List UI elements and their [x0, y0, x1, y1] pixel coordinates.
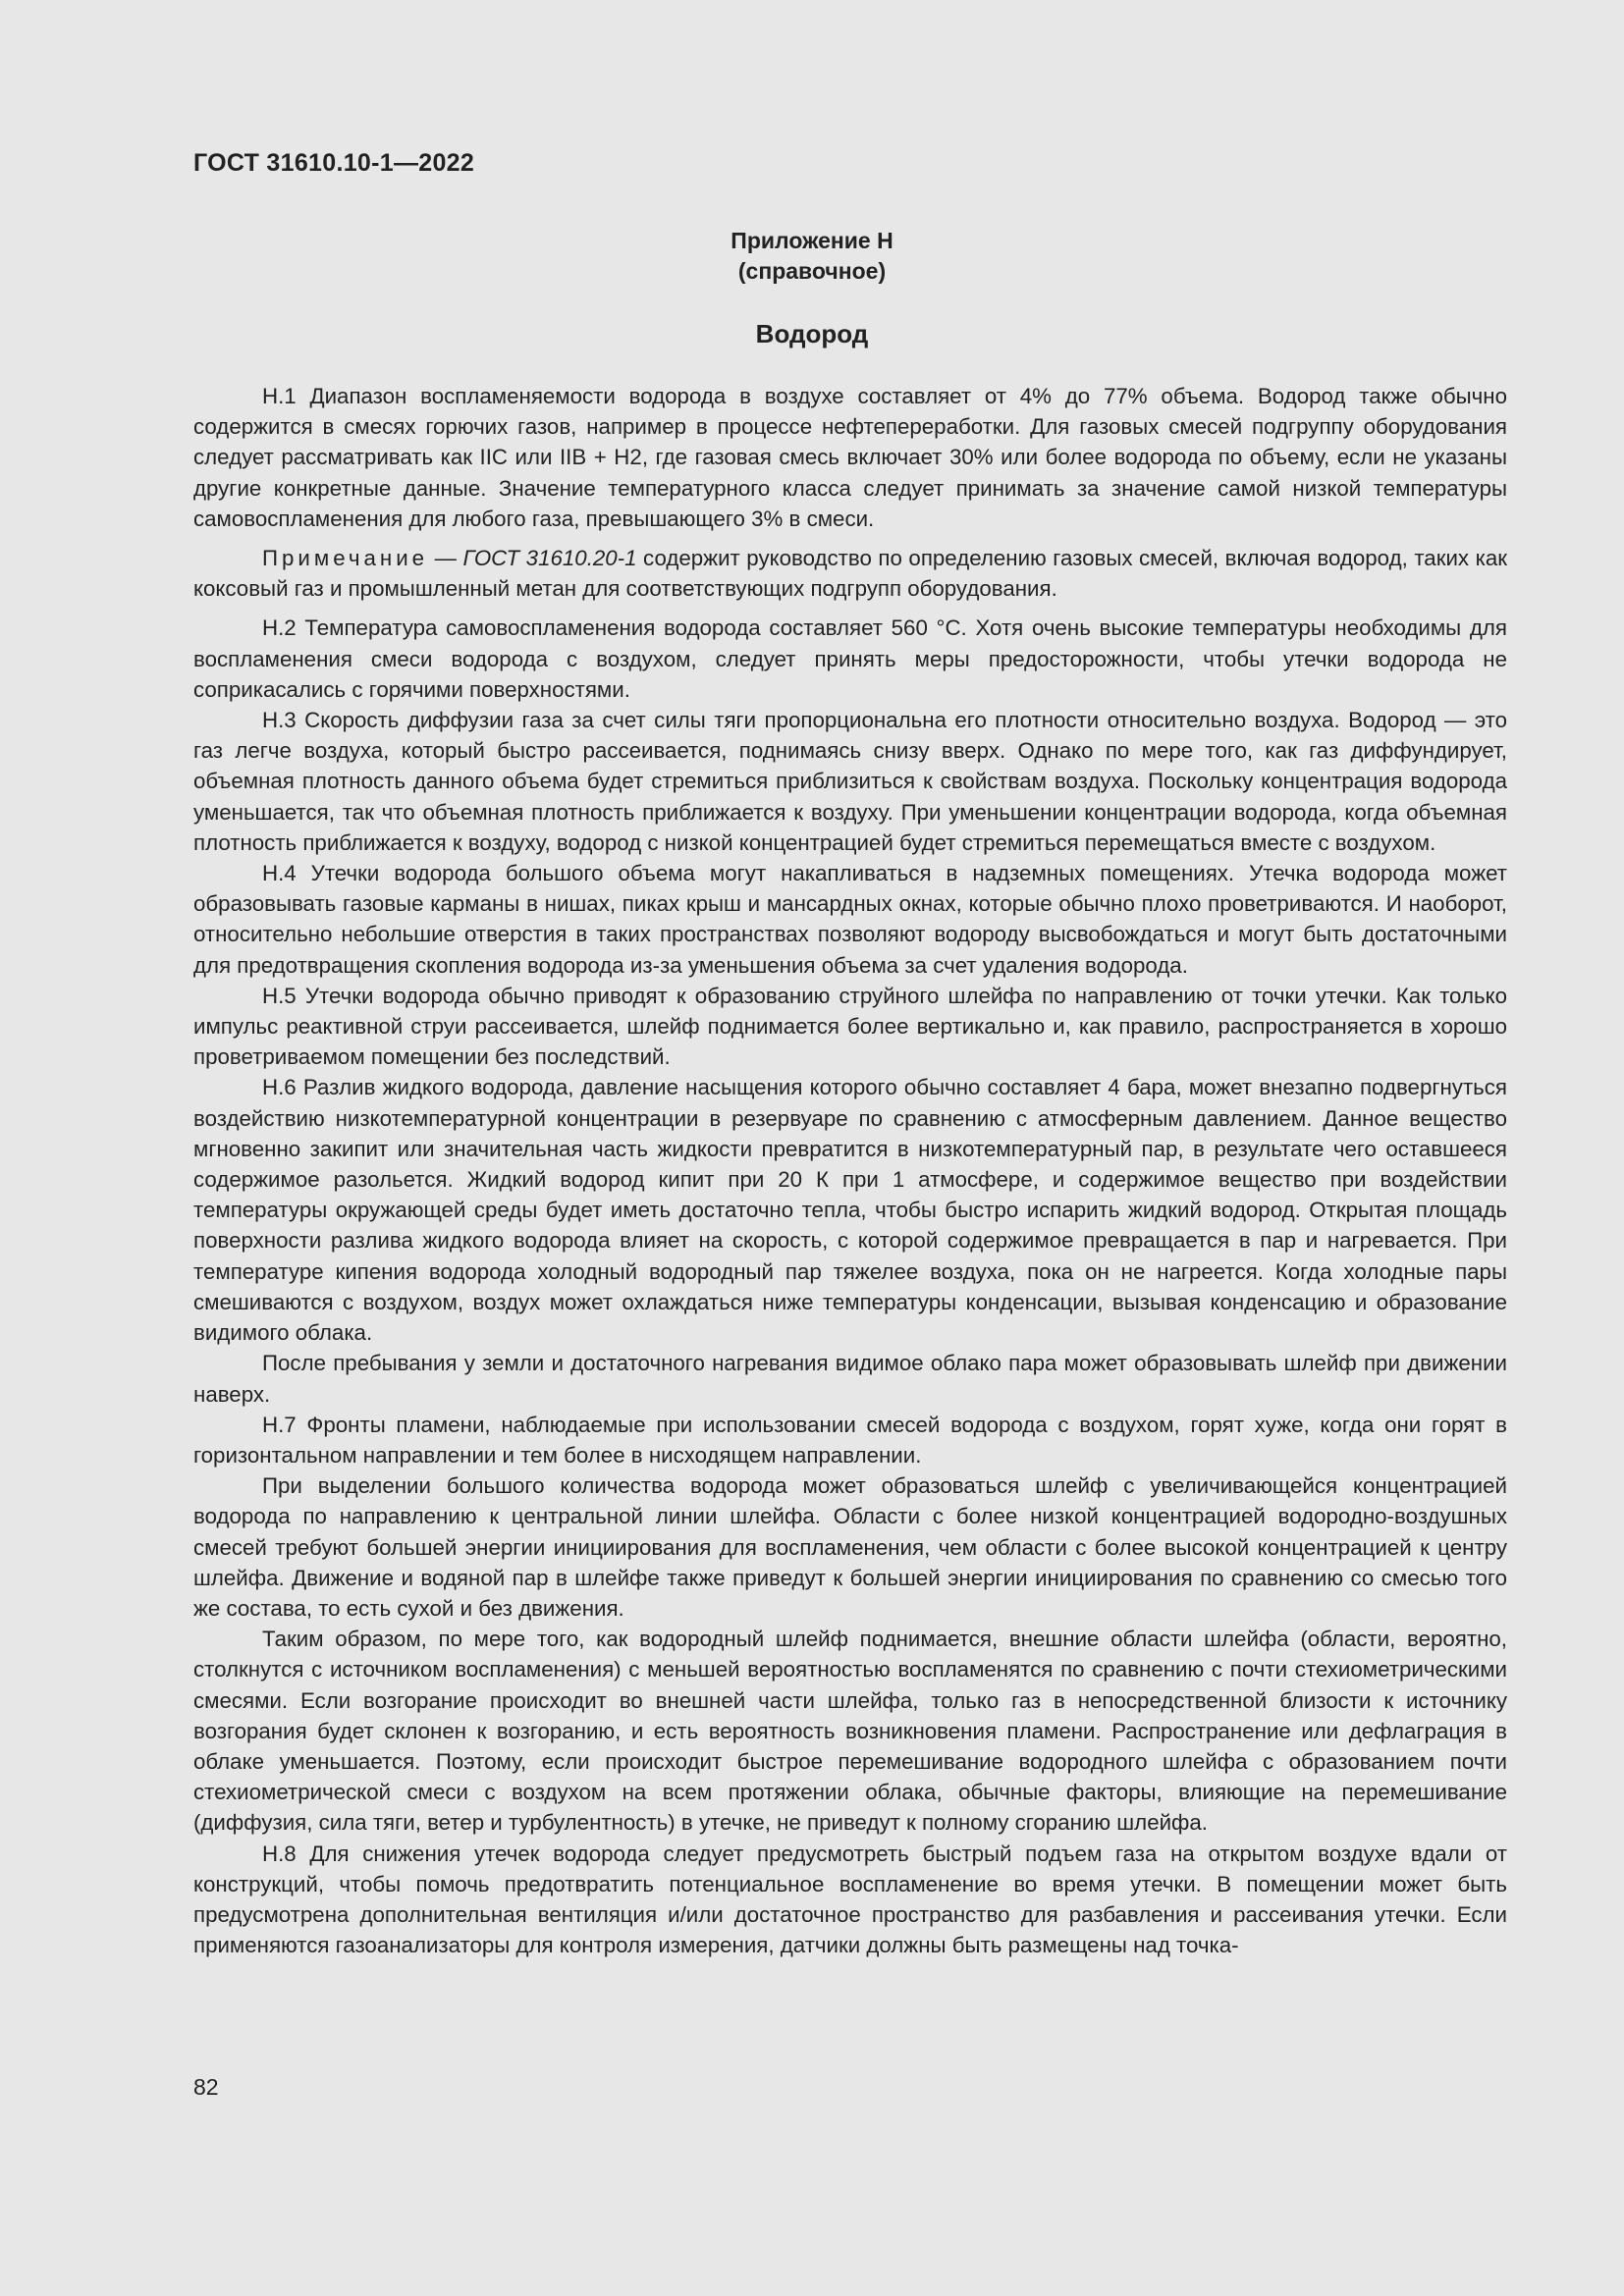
paragraph-h4: Н.4 Утечки водорода большого объема могут накапливаться в надземных помещениях. Утечка водорода может образовывать газовые карманы в нишах, пиках крыш и мансардных окнах, которые обычно плохо проветриваются. И наоборот, относительно небольшие отверстия в таких пространствах позволяют водороду высвобождаться и могут быть достаточными для предотвращения скопления водорода из-за уменьшения объема за счет удаления водорода.	[193, 861, 1507, 978]
paragraph-h7: Н.7 Фронты пламени, наблюдаемые при использовании смесей водорода с воздухом, горят хуже, когда они горят в горизонтальном направлении и тем более в нисходящем направлении.	[193, 1412, 1507, 1468]
paragraph-h8: Н.8 Для снижения утечек водорода следует предусмотреть быстрый подъем газа на открытом воздухе вдали от конструкций, чтобы помочь предотвратить потенциальное воспламенение во время утечки. В помещении может быть предусмотрена дополнительная вентиляция и/или достаточное пространство для разбавления и рассеивания утечки. Если применяются газоанализаторы для контроля измерения, датчики должны быть размещены над точка-	[193, 1841, 1507, 1958]
note-paragraph	[193, 543, 1507, 604]
paragraph-h6: Н.6 Разлив жидкого водорода, давление насыщения которого обычно составляет 4 бара, может внезапно подвергнуться воздействию низкотемпературной концентрации в резервуаре по сравнению с атмосферным давлением. Данное вещество мгновенно закипит или значительная часть жидкости превратится в низкотемпературный пар, в результате чего оставшееся содержимое разольется. Жидкий водород кипит при 20 К при 1 атмосфере, и содержимое вещество при воздействии температуры окружающей среды будет иметь достаточно тепла, чтобы быстро испарить жидкий водород. Открытая площадь поверхности разлива жидкого водорода влияет на скорость, с которой содержимое превращается в пар и нагревается. При температуре кипения водорода холодный водородный пар тяжелее воздуха, пока он не нагреется. Когда холодные пары смешиваются с воздухом, воздух может охлаждаться ниже температуры конденсации, вызывая конденсацию и образование видимого облака.	[193, 1075, 1507, 1346]
document-body	[193, 381, 1507, 1960]
paragraph-h1: Н.1 Диапазон воспламеняемости водорода в воздухе составляет от 4% до 77% объема. Водород также обычно содержится в смесях горючих газов, например в процессе нефтепереработки. Для газовых смесей подгруппу оборудования следует рассматривать как IIC или IIB + H2, где газовая смесь включает 30% или более водорода по объему, если не указаны другие конкретные данные. Значение температурного класса следует принимать за значение самой низкой температуры самовоспламенения для любого газа, превышающего 3% в смеси.	[193, 384, 1507, 531]
paragraph-h7-conclusion: Таким образом, по мере того, как водородный шлейф поднимается, внешние области шлейфа (области, вероятно, столкнутся с источником воспламенения) с меньшей вероятностью воспламенятся по сравнению с почти стехиометрическими смесями. Если возгорание происходит во внешней части шлейфа, только газ в непосредственной близости к источнику возгорания будет склонен к возгоранию, и есть вероятность возникновения пламени. Распространение или дефлаграция в облаке уменьшается. Поэтому, если происходит быстрое перемешивание водородного шлейфа с образованием почти стехиометрической смеси с воздухом на всем протяжении облака, обычные факторы, влияющие на перемешивание (диффузия, сила тяги, ветер и турбулентность) в утечке, не приведут к полному сгоранию шлейфа.	[193, 1627, 1507, 1836]
standard-code: ГОСТ 31610.10-1—2022	[193, 149, 475, 177]
paragraph-h2: Н.2 Температура самовоспламенения водорода составляет 560 °С. Хотя очень высокие температуры необходимы для воспламенения смеси водорода с воздухом, следует принять меры предосторожности, чтобы утечки водорода не соприкасались с горячими поверхностями.	[193, 615, 1507, 702]
paragraph-h3: Н.3 Скорость диффузии газа за счет силы тяги пропорциональна его плотности относительно воздуха. Водород — это газ легче воздуха, который быстро рассеивается, поднимаясь снизу вверх. Однако по мере того, как газ диффундирует, объемная плотность данного объема будет стремиться приблизиться к свойствам воздуха. Поскольку концентрация водорода уменьшается, так что объемная плотность приближается к воздуху. При уменьшении концентрации водорода, когда объемная плотность приближается к воздуху, водород с низкой концентрацией будет стремиться перемещаться вместе с воздухом.	[193, 708, 1507, 855]
paragraph-h6-continued: После пребывания у земли и достаточного нагревания видимое облако пара может образовывать шлейф при движении наверх.	[193, 1351, 1507, 1407]
annex-subtitle: (справочное)	[737, 258, 887, 284]
note-reference: ГОСТ 31610.20-1	[462, 546, 637, 571]
note-dash: —	[428, 546, 463, 571]
section-title: Водород	[755, 319, 869, 348]
note-text: содержит руководство по определению газовых смесей, включая водород, таких как коксовый газ и промышленный метан для соответствующих подгрупп оборудования.	[193, 546, 1507, 602]
paragraph-h7-continued: При выделении большого количества водорода может образоваться шлейф с увеличивающейся концентрацией водорода по направлению к центральной линии шлейфа. Области с более низкой концентрацией водородно-воздушных смесей требуют большей энергии инициирования для воспламенения, чем области с более высокой концентрацией к центру шлейфа. Движение и водяной пар в шлейфе также приведут к большей энергии инициирования по сравнению со смесью того же состава, то есть сухой и без движения.	[193, 1473, 1507, 1621]
note-label: Примечание	[262, 546, 429, 571]
paragraph-h5: Н.5 Утечки водорода обычно приводят к образованию струйного шлейфа по направлению от точки утечки. Как только импульс реактивной струи рассеивается, шлейф поднимается более вертикально и, как правило, распространяется в хорошо проветриваемом помещении без последствий.	[193, 983, 1507, 1070]
page-number: 82	[193, 2074, 219, 2100]
annex-title: Приложение Н	[731, 228, 893, 253]
